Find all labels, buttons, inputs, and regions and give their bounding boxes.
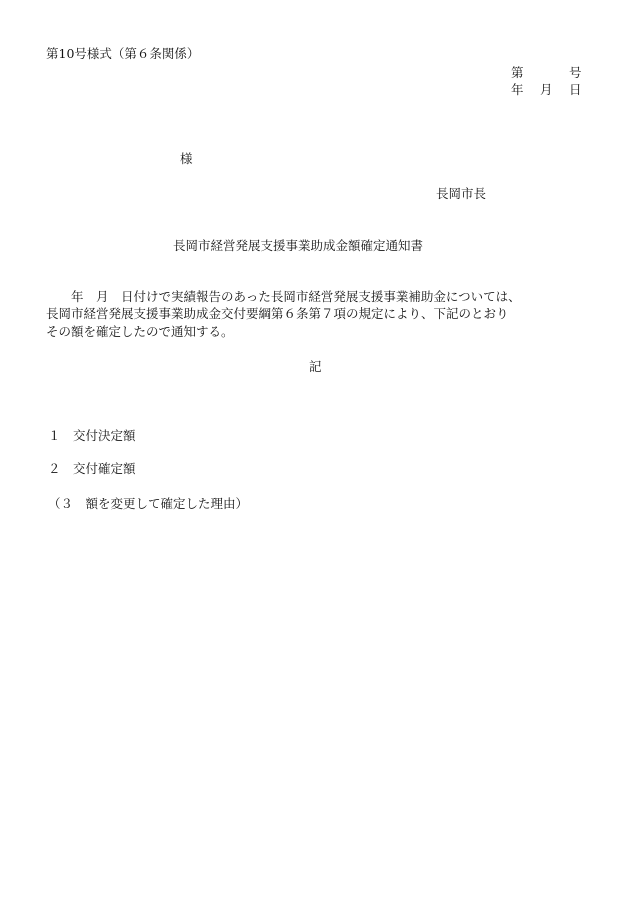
- document-number-suffix: 号: [569, 65, 582, 80]
- date-month-label: 月: [540, 82, 553, 97]
- body-line-1: 年 月 日付けで実績報告のあった長岡市経営発展支援事業補助金については、: [46, 289, 521, 304]
- item-grant-confirmed-amount: ２ 交付確定額: [48, 461, 136, 476]
- body-line-2: 長岡市経営発展支援事業助成金交付要綱第６条第７項の規定により、下記のとおり: [46, 306, 509, 321]
- item-change-reason: （３ 額を変更して確定した理由）: [48, 496, 249, 511]
- ki-heading: 記: [309, 359, 322, 374]
- date-day-label: 日: [569, 82, 582, 97]
- document-number-prefix: 第: [511, 65, 524, 80]
- document-title: 長岡市経営発展支援事業助成金額確定通知書: [173, 238, 424, 253]
- item-grant-decision-amount: １ 交付決定額: [48, 428, 136, 443]
- body-line-3: その額を確定したので通知する。: [46, 324, 234, 339]
- issuer-name: 長岡市長: [436, 186, 487, 201]
- date-year-label: 年: [511, 82, 524, 97]
- recipient-honorific: 様: [180, 151, 193, 166]
- form-number-label: 第10号様式（第６条関係）: [46, 46, 200, 61]
